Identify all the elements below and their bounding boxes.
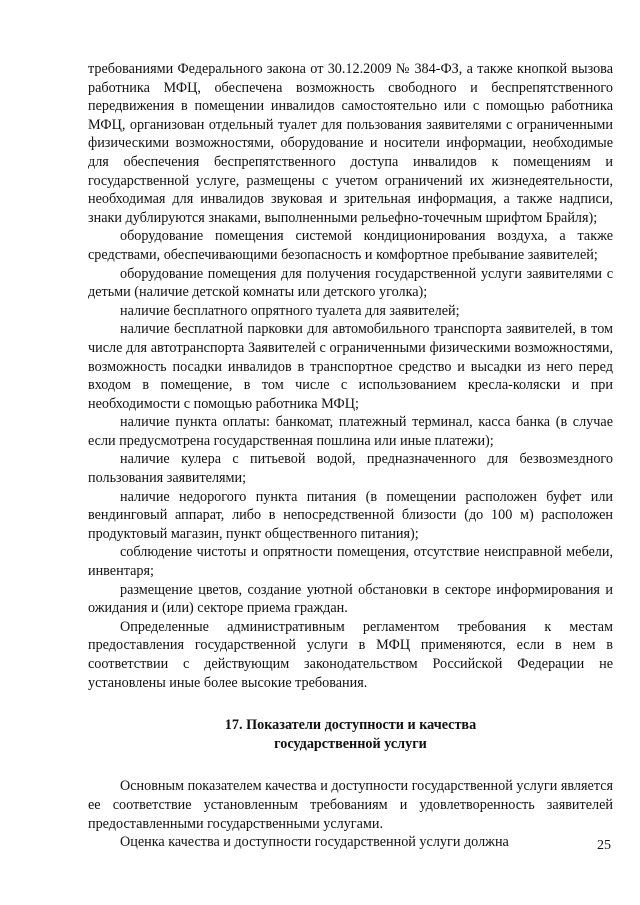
paragraph: Оценка качества и доступности государственной услуги должна [120,834,509,851]
paragraph: оборудование помещения для получения государственной услуги заявителями с детьми (наличие детской комнаты или детского уголка); [88,265,613,301]
section-heading-line-2: государственной услуги [274,735,427,752]
paragraph: наличие пункта оплаты: банкомат, платежный терминал, касса банка (в случае если предусмотрена государственная пошлина или иные платежи); [88,414,613,449]
paragraph: Определенные административным регламентом требования к местам предоставления государственной услуги в МФЦ применяются, если в нем в соответствии с действующим законодательством Российской Федерации не установлены иные более высокие требования. [88,618,613,691]
paragraph: наличие кулера с питьевой водой, предназначенного для безвозмездного пользования заявителями; [88,451,613,487]
paragraph: размещение цветов, создание уютной обстановки в секторе информирования и ожидания и (или) секторе приема граждан. [88,581,613,617]
body-text-bottom [88,777,613,851]
paragraph: наличие бесплатной парковки для автомобильного транспорта заявителей, в том числе для автотранспорта Заявителей с ограниченными физическими возможностями, возможность посадки инвалидов в транспортное средство и высадки из него перед входом в помещение, в том числе с использованием кресла-коляски и при необходимости с помощью работника МФЦ; [88,321,613,412]
paragraph: наличие недорогого пункта питания (в помещении расположен буфет или вендинговый аппарат, либо в непосредственной близости (до 100 м) расположен продуктовый магазин, пункт общественного питания); [88,488,613,542]
document-page [88,60,613,852]
page-number: 25 [597,838,611,853]
paragraph: оборудование помещения системой кондиционирования воздуха, а также средствами, обеспечивающими безопасность и комфортное пребывание заявителей; [88,228,613,263]
paragraph: требованиями Федерального закона от 30.12.2009 № 384-ФЗ, а также кнопкой вызова работника МФЦ, обеспечена возможность свободного и беспрепятственного передвижения в помещении инвалидов самостоятельно или с помощью работника МФЦ, организован отдельный туалет для пользования заявителями с ограниченными физическими возможностями, оборудование и носители информации, необходимые для обеспечения беспрепятственного доступа инвалидов к помещениям и государственной услуге, размещены с учетом ограничений их жизнедеятельности, необходимая для инвалидов звуковая и зрительная информация, а также надписи, знаки дублируются знаками, выполненными рельефно-точечным шрифтом Брайля); [88,61,613,226]
section-heading-line-1: 17. Показатели доступности и качества [224,717,477,734]
section-heading [88,716,613,753]
body-text-top [88,60,613,692]
paragraph: соблюдение чистоты и опрятности помещения, отсутствие неисправной мебели, инвентаря; [88,544,613,580]
paragraph: наличие бесплатного опрятного туалета для заявителей; [120,302,460,319]
paragraph: Основным показателем качества и доступности государственной услуги является ее соответствие установленным требованиям и удовлетворенность заявителей предоставленными государственными услугами. [88,778,614,832]
